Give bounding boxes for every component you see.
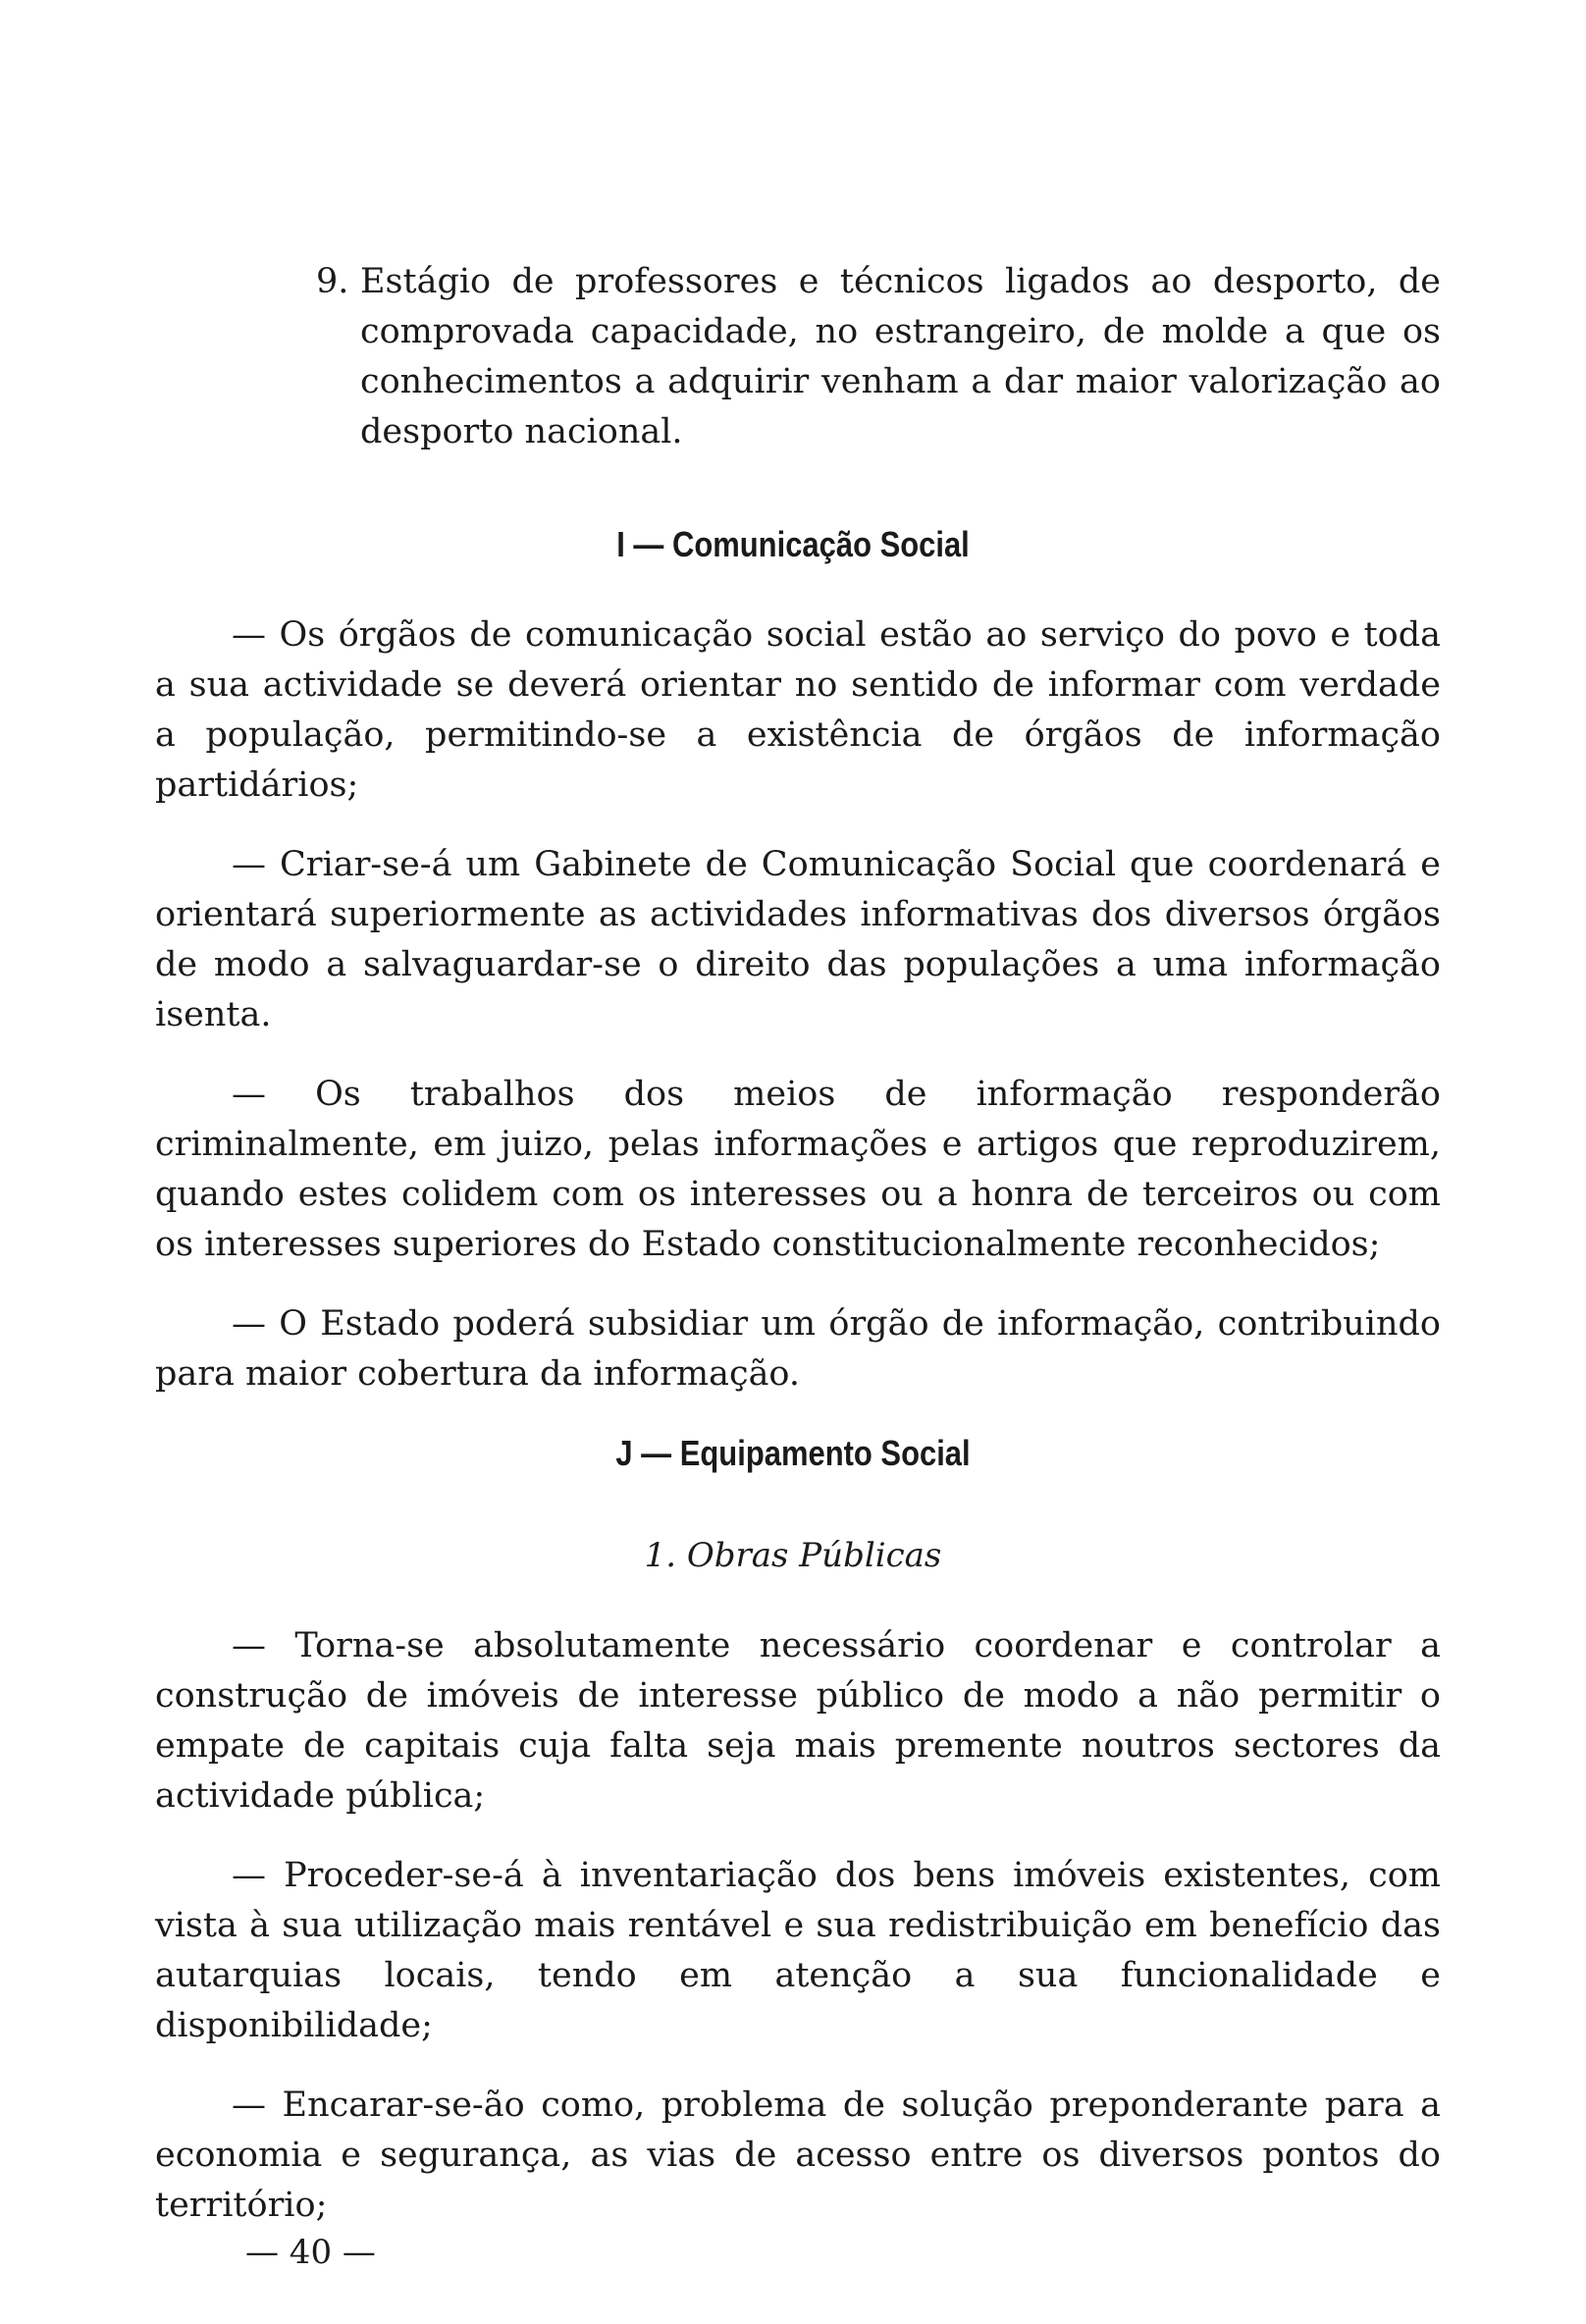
paragraph: — Encarar-se-ão como, problema de solução preponderante para a economia e segurança, as vias de acesso entre os diversos pontos do território;: [155, 2086, 1441, 2225]
paragraph: — O Estado poderá subsidiar um órgão de informação, contribuindo para maior cobertura da informação.: [155, 1304, 1441, 1394]
paragraph: — Os órgãos de comunicação social estão ao serviço do povo e toda a sua actividade se deverá orientar no sentido de informar com verdade a população, permitindo-se a existência de órgãos de informação partidários;: [155, 615, 1441, 805]
subsection-heading: 1. Obras Públicas: [644, 1536, 942, 1575]
list-item-9: [316, 257, 1441, 457]
section-heading-j: J — Equipamento Social: [615, 1433, 971, 1473]
paragraph: — Torna-se absolutamente necessário coordenar e controlar a construção de imóveis de interesse público de modo a não permitir o empate de capitais cuja falta seja mais premente noutros sectores da actividade pública;: [155, 1626, 1441, 1816]
section-heading-i: I — Comunicação Social: [616, 524, 970, 564]
paragraph: — Os trabalhos dos meios de informação responderão criminalmente, em juizo, pelas informações e artigos que reproduzirem, quando estes colidem com os interesses ou a honra de terceiros ou com os interesses superiores do Estado constitucionalmente reconhecidos;: [155, 1075, 1441, 1264]
item-text: Estágio de professores e técnicos ligados ao desporto, de comprovada capacidade, no estrangeiro, de molde a que os conhecimentos a adquirir venham a dar maior valorização ao desporto nacional.: [360, 262, 1441, 451]
page-number: — 40 —: [245, 2233, 376, 2272]
item-number: 9.: [316, 262, 349, 301]
section-i-body: [155, 610, 1441, 1400]
paragraph: — Criar-se-á um Gabinete de Comunicação Social que coordenará e orientará superiormente as actividades informativas dos diversos órgãos de modo a salvaguardar-se o direito das populações a uma informação isenta.: [155, 845, 1441, 1034]
section-j-body: [155, 1621, 1441, 2231]
paragraph: — Proceder-se-á à inventariação dos bens imóveis existentes, com vista à sua utilização mais rentável e sua redistribuição em benefício das autarquias locais, tendo em atenção a sua funcionalidade e disponibilidade;: [155, 1856, 1441, 2045]
